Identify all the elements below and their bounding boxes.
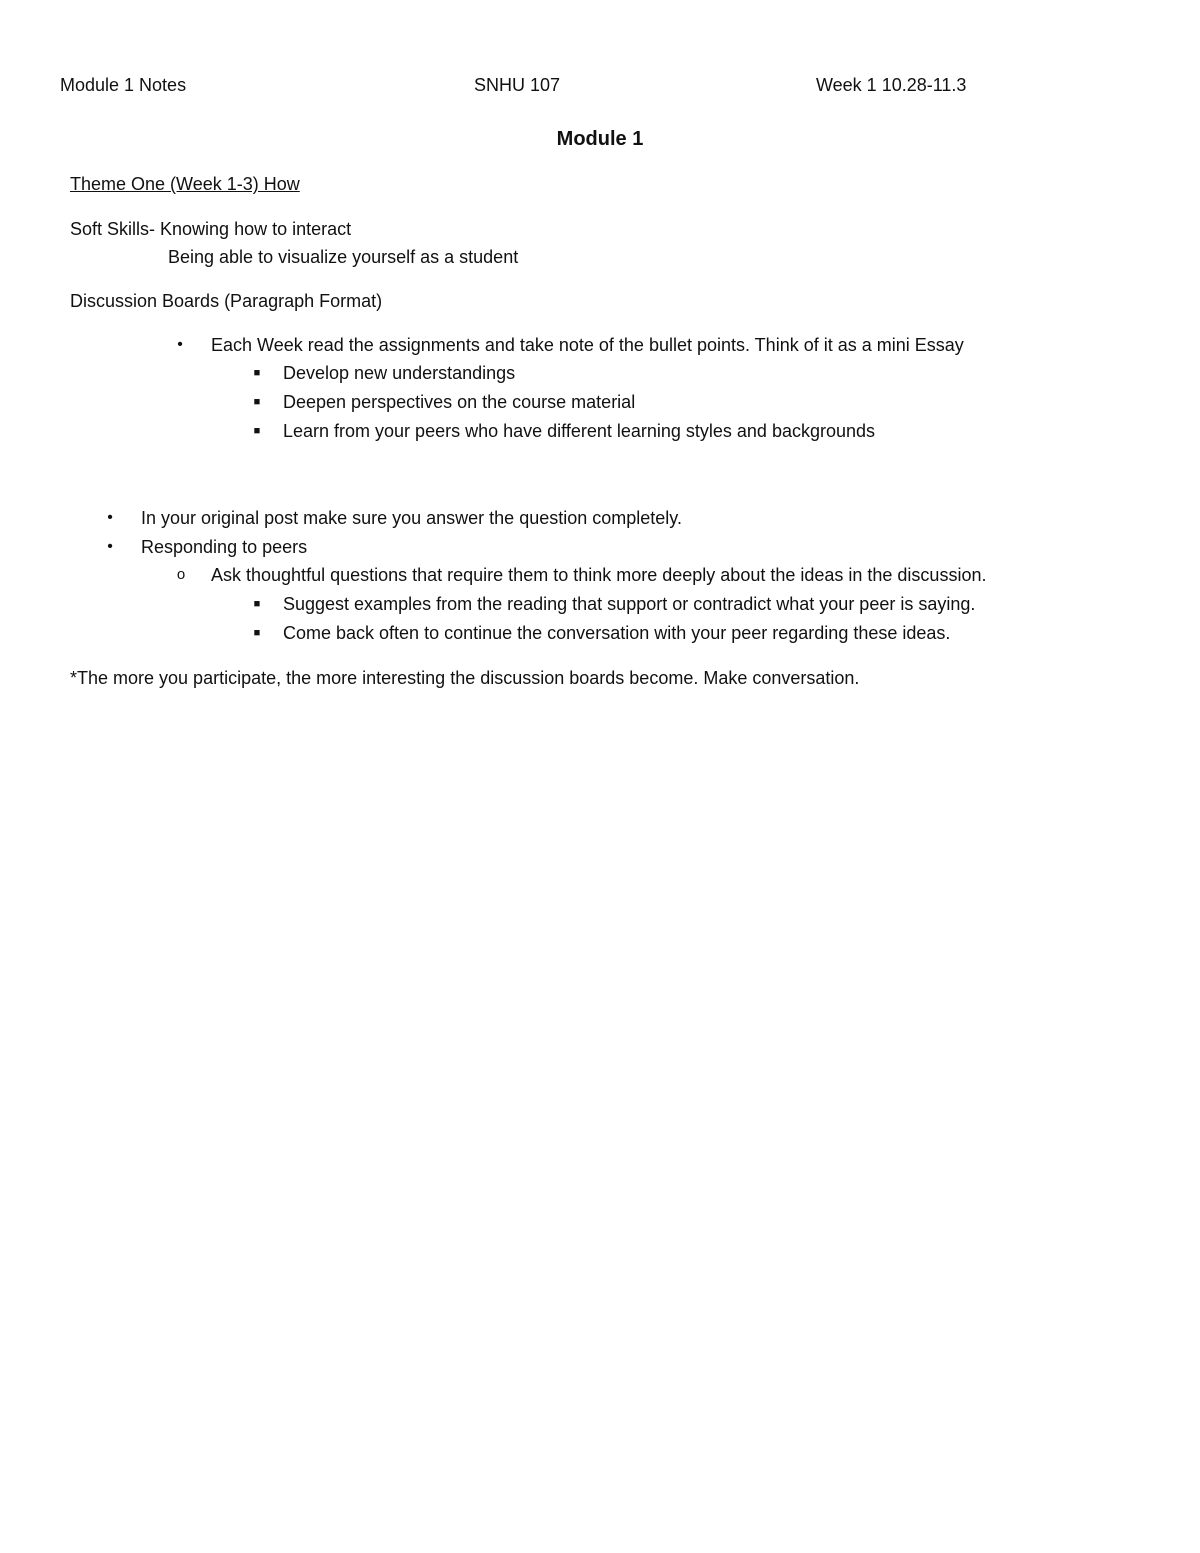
bullet-square-icon: ■ [253,627,261,639]
bullet-square-icon: ■ [253,396,261,408]
page-title: Module 1 [556,128,644,150]
bullet-square-icon: ■ [253,425,261,437]
list-item: Responding to peers [141,537,308,557]
list-item: Develop new understandings [283,363,516,383]
soft-skills-line: Soft Skills- Knowing how to interact [70,219,352,239]
list-item: Each Week read the assignments and take note of the bullet points. Think of it as a mini Essay [211,335,964,355]
list-item: Come back often to continue the conversation with your peer regarding these ideas. [283,623,951,643]
list-item: In your original post make sure you answer the question completely. [141,508,682,528]
soft-skills-subline: Being able to visualize yourself as a student [168,247,519,267]
list-item: Deepen perspectives on the course material [283,392,636,412]
header-right: Week 1 10.28-11.3 [816,75,967,95]
bullet-square-icon: ■ [253,598,261,610]
bullet-dot-icon: • [177,336,183,353]
list-item: Learn from your peers who have different learning styles and backgrounds [283,421,876,441]
bullet-dot-icon: • [107,538,113,555]
bullet-dot-icon: • [107,509,113,526]
theme-heading: Theme One (Week 1-3) How [70,174,300,194]
bullet-square-icon: ■ [253,367,261,379]
bullet-circle-icon: o [176,566,186,583]
list-item: Suggest examples from the reading that support or contradict what your peer is saying. [283,594,976,614]
header-center: SNHU 107 [474,75,561,95]
list-item: Ask thoughtful questions that require them to think more deeply about the ideas in the discussion. [211,565,987,585]
closing-note: *The more you participate, the more interesting the discussion boards become. Make conversation. [70,668,860,688]
header-left: Module 1 Notes [60,75,187,95]
discussion-heading: Discussion Boards (Paragraph Format) [70,291,383,311]
